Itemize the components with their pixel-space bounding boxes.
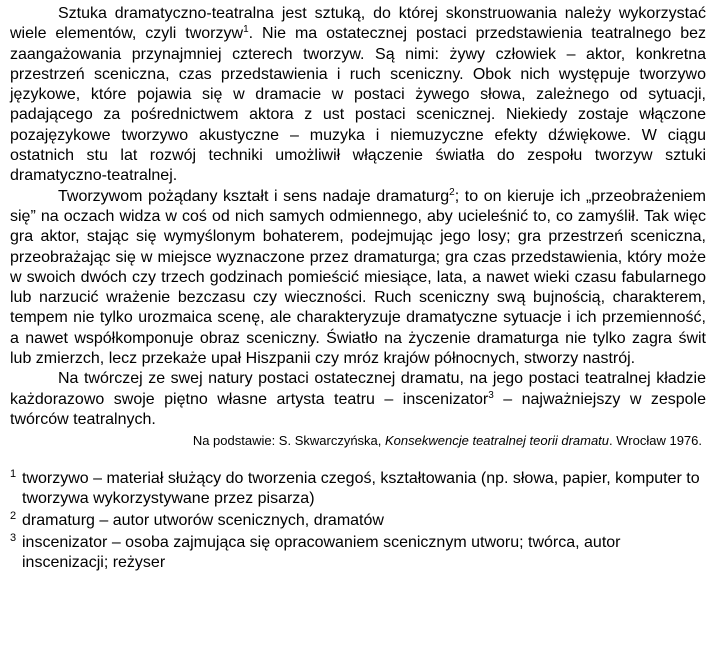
footnote-number: 2 [10, 510, 17, 523]
source-citation [10, 432, 706, 449]
paragraph-text: Na twórczej ze swej natury postaci ostatecznej dramatu, na jego postaci teatralnej kładzie każdorazowo swoje piętno własne artysta teatru – inscenizator [10, 370, 706, 408]
footnote-1 [10, 469, 706, 509]
source-suffix: . Wrocław 1976. [609, 433, 702, 449]
footnote-3 [10, 533, 706, 573]
footnote-text: tworzywo – materiał służący do tworzenia czegoś, kształtowania (np. słowa, papier, komputer to tworzywa wykorzystywane przez pisarza) [22, 470, 700, 508]
paragraph-text: – najważniejszy w zespole twórców teatralnych. [10, 390, 707, 428]
footnote-ref: 1 [243, 24, 249, 36]
source-prefix: Na podstawie: S. Skwarczyńska, [192, 433, 386, 449]
paragraph-2 [10, 187, 706, 370]
paragraph-text: ; to on kieruje ich „przeobrażeniem się” na oczach widza w coś od nich samych odmiennego, aby ucieleśnić to, co zamyślił. Tak więc gra aktor, stając się wymyślonym bohaterem, podejmując jego losy; gra przestrzeń sceniczna, przeobrażając się w miejsce wyznaczone przez dramaturga; gra czas przedstawienia, który może w swoich dwóch czy trzech godzinach pomieścić miesiące, lata, a nawet wieki czasu fabularnego lub narzucić wrażenie bezczasu czy wieczności. Ruch sceniczny swą bujnością, charakterem, tempem nie tylko urozmaica scenę, ale charakteryzuje dramatyczne sytuacje i ich przemienność, a nawet współkomponuje obraz sceniczny. Światło na życzenie dramaturga nie tylko zagra świt lub zmierzch, lecz przekaże upał Hiszpanii czy mróz krajów północnych, stworzy nastrój. [10, 187, 707, 368]
footnote-number: 1 [10, 468, 17, 481]
footnote-ref: 3 [488, 389, 494, 401]
footnote-text: dramaturg – autor utworów scenicznych, dramatów [22, 512, 384, 530]
footnotes [10, 469, 706, 573]
footnote-2 [10, 511, 706, 531]
footnote-text: inscenizator – osoba zajmująca się opracowaniem scenicznym utworu; twórca, autor inscenizacji; reżyser [22, 534, 621, 572]
paragraph-3 [10, 369, 706, 430]
paragraph-text: Sztuka dramatyczno-teatralna jest sztuką, do której skonstruowania należy wykorzystać wiele elementów, czyli tworzyw [10, 5, 706, 43]
footnote-ref: 2 [449, 186, 455, 198]
footnote-number: 3 [10, 532, 17, 545]
paragraph-text: . Nie ma ostatecznej postaci przedstawienia teatralnego bez zaangażowania przynajmniej czterech tworzyw. Są nimi: żywy człowiek – aktor, konkretna przestrzeń sceniczna, czas przedstawienia i ruch sceniczny. Obok nich występuje tworzywo językowe, które pojawia się w dramacie w postaci żywego słowa, zależnego od sytuacji, padającego za pośrednictwem aktora z ust postaci scenicznej. Niekiedy zostaje włączone pozajęzykowe tworzywo akustyczne – muzyka i niemuzyczne efekty dźwiękowe. W ciągu ostatnich stu lat rozwój techniki umożliwił włączenie światła do zespołu tworzyw sztuki dramatyczno-teatralnej. [10, 25, 707, 185]
paragraph-1 [10, 4, 706, 187]
source-title: Konsekwencje teatralnej teorii dramatu [385, 433, 610, 449]
paragraph-text: Tworzywom pożądany kształt i sens nadaje dramaturg [58, 187, 450, 205]
